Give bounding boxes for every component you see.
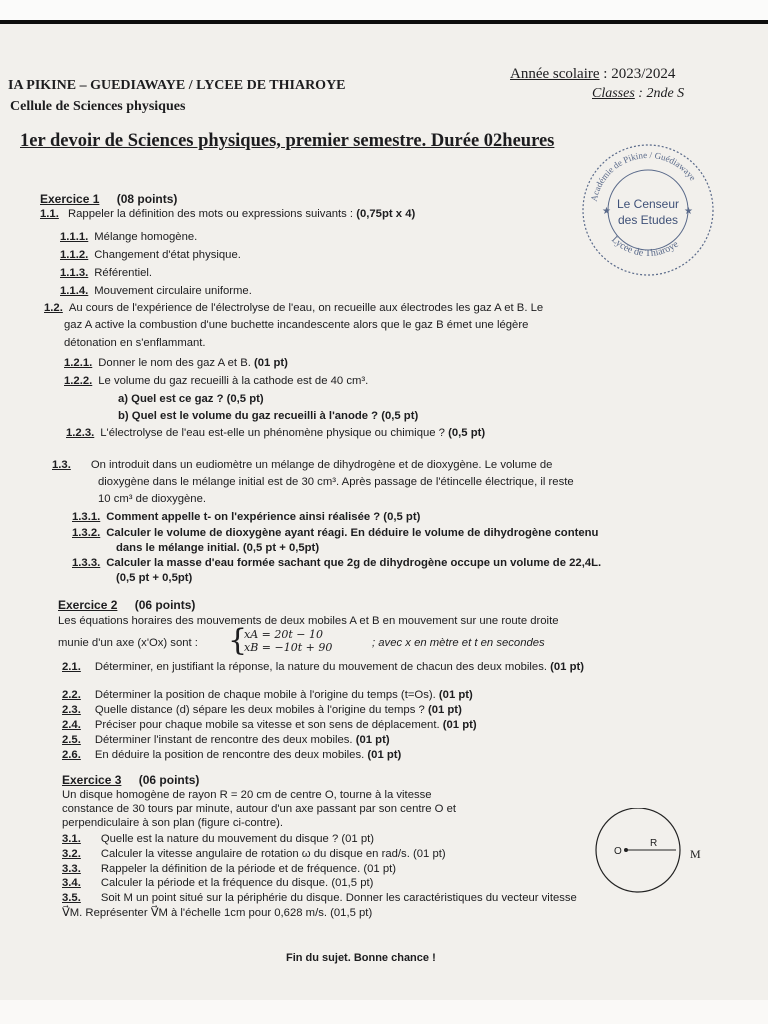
- exercise-2-points: (06 points): [134, 598, 196, 612]
- class-info: [592, 86, 684, 102]
- question-2-2: 2.2. Déterminer la position de chaque mobile à l'origine du temps (t=Os). (01 pt): [62, 689, 473, 701]
- school-year: [510, 66, 675, 83]
- question-1-3-1: 1.3.1. Comment appelle t- on l'expérience ainsi réalisée ? (0,5 pt): [72, 511, 421, 523]
- question-3-3: 3.3. Rappeler la définition de la période et de fréquence. (01 pt): [62, 863, 397, 875]
- class-label: Classes: [592, 86, 635, 101]
- exercise-1-header: [40, 192, 177, 206]
- exercise-2-intro-line1: Les équations horaires des mouvements de deux mobiles A et B en mouvement sur une route droite: [58, 615, 559, 627]
- question-2-1: 2.1. Déterminer, en justifiant la réponse, la nature du mouvement de chacun des deux mobiles. (01 pt): [62, 661, 585, 673]
- question-2-3: 2.3. Quelle distance (d) sépare les deux mobiles à l'origine du temps ? (01 pt): [62, 704, 462, 716]
- exercise-3-intro-line3: perpendiculaire à son plan (figure ci-contre).: [62, 817, 284, 829]
- question-2-5: 2.5. Déterminer l'instant de rencontre des deux mobiles. (01 pt): [62, 734, 390, 746]
- question-3-2: 3.2. Calculer la vitesse angulaire de rotation ω du disque en rad/s. (01 pt): [62, 848, 446, 860]
- school-name: IA PIKINE – GUEDIAWAYE / LYCEE DE THIAROYE: [8, 78, 346, 93]
- equation-note: ; avec x en mètre et t en secondes: [372, 637, 545, 649]
- school-stamp: [578, 140, 718, 280]
- question-points: (0,75pt x 4): [356, 208, 416, 220]
- question-1-2-2-b: b) Quel est le volume du gaz recueilli à l'anode ? (0,5 pt): [118, 410, 419, 422]
- question-3-5: 3.5. Soit M un point situé sur la périphérie du disque. Donner les caractéristiques du vecteur vitesse: [62, 892, 577, 904]
- school-year-label: Année scolaire: [510, 66, 600, 82]
- question-1-3-3-line2: (0,5 pt + 0,5pt): [116, 572, 193, 584]
- exercise-3-title: Exercice 3: [62, 773, 122, 787]
- exercise-1-points: (08 points): [116, 192, 178, 206]
- question-1-2-1: 1.2.1. Donner le nom des gaz A et B. (01 pt): [64, 357, 288, 369]
- equation-b: xB = −10t + 90: [244, 641, 333, 654]
- question-1-3-2: 1.3.2. Calculer le volume de dioxygène ayant réagi. En déduire le volume de dihydrogène contenu: [72, 527, 599, 539]
- exercise-3-header: [62, 773, 199, 787]
- disk-figure: [578, 808, 738, 898]
- stamp-star-right: ★: [684, 206, 693, 217]
- list-item: 1.1.2. Changement d'état physique.: [60, 249, 241, 261]
- question-1-3-line3: 10 cm³ de dioxygène.: [98, 493, 207, 505]
- stamp-line-1: Le Censeur: [616, 197, 680, 211]
- list-item: 1.1.1. Mélange homogène.: [60, 231, 198, 243]
- question-1-2-3: 1.2.3. L'électrolyse de l'eau est-elle un phénomène physique ou chimique ? (0,5 pt): [66, 427, 486, 439]
- question-2-4: 2.4. Préciser pour chaque mobile sa vitesse et son sens de déplacement. (01 pt): [62, 719, 477, 731]
- stamp-ring-top: Académie de Pikine / Guédiawaye: [588, 149, 698, 203]
- question-1-3: 1.3. On introduit dans un eudiomètre un mélange de dihydrogène et de dioxygène. Le volume de: [52, 459, 553, 471]
- cell-name: Cellule de Sciences physiques: [10, 99, 186, 114]
- list-item: 1.1.4. Mouvement circulaire uniforme.: [60, 285, 252, 297]
- exercise-2-title: Exercice 2: [58, 598, 118, 612]
- list-item: 1.1.3. Référentiel.: [60, 267, 153, 279]
- stamp-star-left: ★: [602, 206, 611, 217]
- stamp-line-2: des Etudes: [617, 213, 679, 227]
- exercise-3-intro-line2: constance de 30 tours par minute, autour d'un axe passant par son centre O et: [62, 803, 457, 815]
- question-text: Rappeler la définition des mots ou expressions suivants :: [67, 208, 354, 220]
- class-value: : 2nde S: [638, 86, 685, 101]
- center-label: O: [614, 846, 622, 857]
- footer-text: Fin du sujet. Bonne chance !: [286, 952, 436, 964]
- question-1-2: 1.2. Au cours de l'expérience de l'électrolyse de l'eau, on recueille aux électrodes les gaz A et B. Le: [44, 302, 544, 314]
- exam-title: 1er devoir de Sciences physiques, premier semestre. Durée 02heures: [20, 131, 555, 151]
- question-1-3-line2: dioxygène dans le mélange initial est de 30 cm³. Après passage de l'étincelle électrique, il reste: [98, 476, 574, 488]
- question-1-3-2-line2: dans le mélange initial. (0,5 pt + 0,5pt): [116, 542, 320, 554]
- point-m-label: M: [690, 847, 701, 861]
- exercise-1-title: Exercice 1: [40, 192, 100, 206]
- question-1-2-2-a: a) Quel est ce gaz ? (0,5 pt): [118, 393, 264, 405]
- exercise-3-points: (06 points): [138, 773, 200, 787]
- question-3-1: 3.1. Quelle est la nature du mouvement du disque ? (01 pt): [62, 833, 375, 845]
- question-3-5-line2: V⃗M. Représenter V⃗M à l'échelle 1cm pour 0,628 m/s. (01,5 pt): [62, 907, 373, 919]
- bottom-margin: [0, 1000, 768, 1024]
- radius-label: R: [650, 838, 658, 849]
- question-1-3-3: 1.3.3. Calculer la masse d'eau formée sachant que 2g de dihydrogène occupe un volume de 22,4L.: [72, 557, 602, 569]
- question-2-6: 2.6. En déduire la position de rencontre des deux mobiles. (01 pt): [62, 749, 402, 761]
- exercise-2-intro-line2: munie d'un axe (x'Ox) sont :: [58, 637, 198, 649]
- question-1-1: [40, 207, 415, 221]
- equation-system: [244, 628, 332, 654]
- exercise-3-intro-line1: Un disque homogène de rayon R = 20 cm de centre O, tourne à la vitesse: [62, 789, 432, 801]
- question-1-2-2: 1.2.2. Le volume du gaz recueilli à la cathode est de 40 cm³.: [64, 375, 369, 387]
- center-point: [624, 848, 628, 852]
- question-3-4: 3.4. Calculer la période et la fréquence du disque. (01,5 pt): [62, 877, 374, 889]
- question-1-2-line2: gaz A active la combustion d'une buchette incandescente alors que le gaz B émet une légère: [64, 319, 529, 331]
- question-1-2-line3: détonation en s'enflammant.: [64, 337, 206, 349]
- question-number: 1.1.: [40, 208, 59, 220]
- equation-brace: {: [228, 623, 248, 658]
- exercise-2-header: [58, 598, 195, 612]
- equation-a: xA = 20t − 10: [244, 628, 323, 641]
- school-year-value: : 2023/2024: [603, 66, 676, 82]
- stamp-ring-bottom: Lycée de Thiaroye: [609, 234, 681, 260]
